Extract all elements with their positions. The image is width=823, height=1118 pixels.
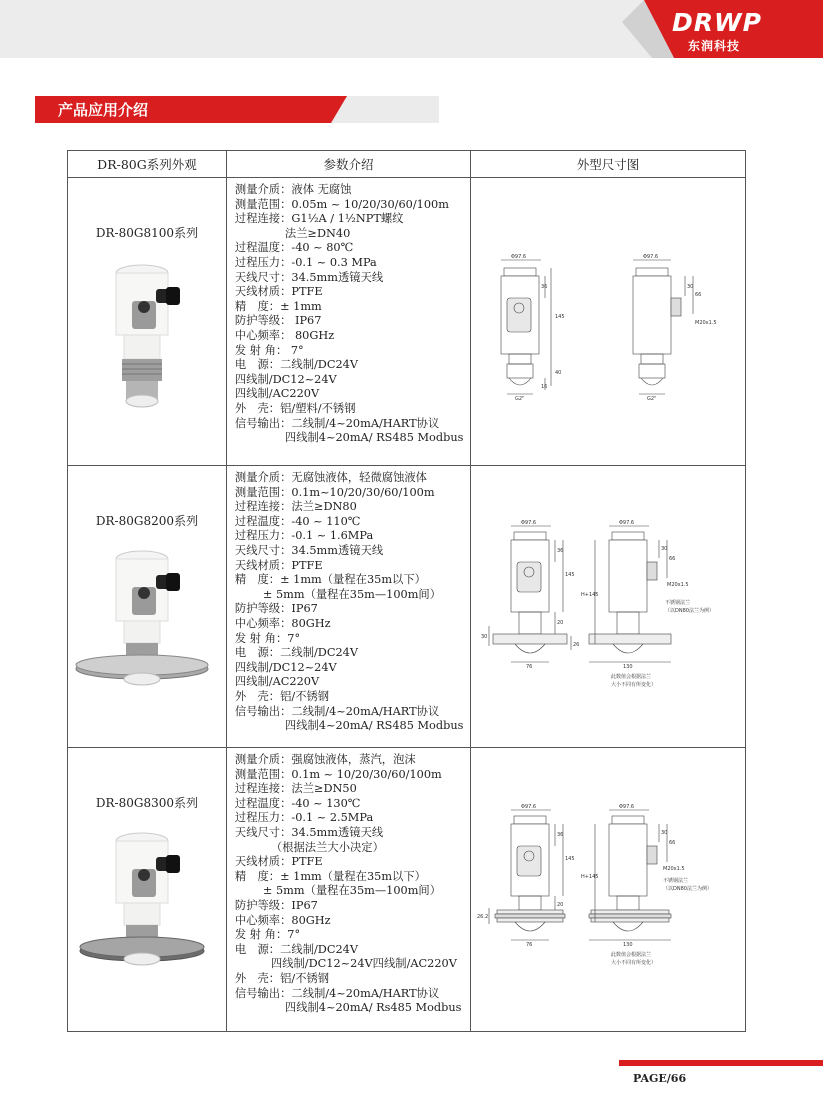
params-cell [226,178,470,466]
param-line: 天线尺寸：34.5mm透镜天线 [234,825,384,839]
dim-label: M20x1.5 [694,320,717,326]
dim-label: 36 [556,832,564,838]
param-line: 发 射 角： 7° [234,343,304,357]
dim-label: 145 [564,856,575,862]
param-line: 天线尺寸：34.5mm透镜天线 [234,543,384,557]
params-cell [226,466,470,748]
dim-label: 36 [556,548,564,554]
param-line: 精 度：± 1mm [234,299,322,313]
product-cell [68,466,227,748]
param-line: 中心频率： 80GHz [234,328,335,342]
params-cell [226,748,470,1032]
param-line: 过程连接：法兰≥DN50 [234,782,357,796]
param-line: 外 壳：铝/不锈钢 [234,689,330,703]
dim-label: 145 [564,572,575,578]
param-line: 信号输出：二线制/4~20mA/HART协议 [234,704,440,718]
model-name: DR-80G8300系列 [95,796,198,810]
dim-label: Φ97.6 [618,520,635,526]
param-line: 过程压力：-0.1 ~ 0.3 MPa [234,255,377,269]
param-line: 过程连接：G1½A / 1½NPT螺纹 [234,212,404,226]
param-line: 外 壳：铝/不锈钢 [234,971,330,985]
param-line: 过程温度：-40 ~ 130℃ [234,796,361,810]
dim-label: 30 [660,546,668,552]
logo-subtitle: 东润科技 [688,39,741,53]
param-line: 防护等级： IP67 [234,314,322,328]
param-line: 防护等级：IP67 [234,602,318,616]
dimension-drawing-cell [470,178,745,466]
param-line: 四线制4~20mA/ RS485 Modbus [284,431,464,445]
page-number: PAGE/66 [633,1072,687,1085]
param-line: 天线材质：PTFE [234,285,323,299]
table-header-row [68,151,746,178]
param-line: 精 度：± 1mm（量程在35m以下） [234,573,426,587]
param-line: 过程连接：法兰≥DN80 [234,500,357,514]
dim-label: 16 [540,384,548,390]
table-row [68,466,746,748]
param-line: 四线制/AC220V [234,387,320,401]
param-line: 防护等级：IP67 [234,898,318,912]
logo-wordmark: DRWP [672,8,762,37]
param-line: 过程压力：-0.1 ~ 1.6MPa [234,529,374,543]
param-line: 中心频率：80GHz [234,913,331,927]
dim-label: Φ97.6 [642,254,659,260]
dim-label: 20 [556,620,564,626]
dim-label: Φ97.6 [520,804,537,810]
dim-label: 20 [556,902,564,908]
param-line: 过程压力：-0.1 ~ 2.5MPa [234,811,374,825]
dim-label: 76 [525,664,533,670]
dim-label: 30 [686,284,694,290]
param-line: 天线材质：PTFE [234,558,323,572]
param-line: 四线制4~20mA/ Rs485 Modbus [284,1001,462,1015]
param-line: 测量范围：0.1m ~ 10/20/30/60/100m [234,767,442,781]
param-line: ± 5mm（量程在35m—100m间） [262,587,442,601]
dim-label: Φ97.6 [510,254,527,260]
header-dimensions: 外型尺寸图 [470,151,745,178]
dim-label: 66 [694,292,702,298]
note-text: 不锈钢法兰 [662,878,688,884]
note-text: 大小不同有所变化） [610,960,656,966]
param-line: 四线制4~20mA/ RS485 Modbus [284,719,464,733]
dim-label: 30 [480,634,488,640]
dim-label: Φ97.6 [520,520,537,526]
product-image [72,549,222,709]
dim-label: 26.2 [476,914,489,920]
dim-label: M20x1.5 [662,866,685,872]
param-line: 过程温度：-40 ~ 80℃ [234,241,354,255]
dimension-drawing-cell [470,466,745,748]
table-row [68,748,746,1032]
param-line: 天线材质：PTFE [234,855,323,869]
param-line: 测量介质：强腐蚀液体，蒸汽，泡沫 [234,753,416,766]
dim-label: 36 [540,284,548,290]
header-appearance: DR-80G系列外观 [68,151,227,178]
param-line: 发 射 角：7° [234,928,301,942]
section-title: 产品应用介绍 [58,101,149,119]
dimension-drawing [471,466,745,747]
dim-label: 145 [554,314,565,320]
param-line: 电 源：二线制/DC24V [234,942,359,956]
dim-label: G2" [646,396,657,402]
dimension-drawing [471,748,745,1031]
dim-label: 76 [525,942,533,948]
param-line: 发 射 角：7° [234,631,301,645]
param-line: 测量范围：0.1m~10/20/30/60/100m [234,485,435,499]
dim-label: Φ97.6 [618,804,635,810]
param-line: 测量介质：无腐蚀液体，轻微腐蚀液体 [234,471,427,484]
model-name: DR-80G8100系列 [95,226,198,240]
param-line: （根据法兰大小决定） [270,840,384,854]
param-line: 四线制/AC220V [234,675,320,689]
dim-label: 66 [668,840,676,846]
param-line: 信号输出：二线制/4~20mA/HART协议 [234,986,440,1000]
param-line: ± 5mm（量程在35m—100m间） [262,884,442,898]
table-row [68,178,746,466]
dim-label: H+145 [580,874,599,880]
note-text: （以DN80法兰为例） [664,608,714,614]
dimension-drawing-cell [470,748,745,1032]
note-text: （以DN80法兰为例） [662,886,712,892]
model-name: DR-80G8200系列 [95,514,198,528]
param-line: 电 源：二线制/DC24V [234,646,359,660]
note-text: 此数值会根据法兰 [610,674,651,680]
param-line: 测量介质：液体 无腐蚀 [234,183,352,196]
dim-label: H+145 [580,592,599,598]
param-line: 过程温度：-40 ~ 110℃ [234,514,361,528]
note-text: 大小不同有所变化） [610,682,656,688]
param-line: 测量范围：0.05m ~ 10/20/30/60/100m [234,197,449,211]
param-line: 法兰≥DN40 [284,226,351,240]
dim-label: 66 [668,556,676,562]
product-cell [68,748,227,1032]
param-line: 中心频率：80GHz [234,616,331,630]
dimension-drawing [471,178,745,465]
product-cell [68,178,227,466]
spec-table [67,150,746,1032]
param-line: 信号输出：二线制/4~20mA/HART协议 [234,416,440,430]
param-line: 外 壳：铝/塑料/不锈钢 [234,401,356,415]
param-line: 精 度：± 1mm（量程在35m以下） [234,869,426,883]
note-text: 不锈钢法兰 [664,600,690,606]
dim-label: 40 [554,370,562,376]
product-image [92,261,202,441]
header-params: 参数介绍 [226,151,470,178]
footer-accent-bar [619,1060,823,1066]
dim-label: M20x1.5 [666,582,689,588]
note-text: 此数值会根据法兰 [610,952,651,958]
param-line: 电 源：二线制/DC24V [234,358,359,372]
dim-label: 30 [660,830,668,836]
dim-label: 130 [622,942,633,948]
product-image [72,831,222,991]
param-line: 四线制/DC12~24V四线制/AC220V [270,957,457,971]
dim-label: G2" [514,396,525,402]
param-line: 天线尺寸：34.5mm透镜天线 [234,270,384,284]
param-line: 四线制/DC12~24V [234,372,337,386]
dim-label: 26 [572,642,580,648]
param-line: 四线制/DC12~24V [234,660,337,674]
dim-label: 130 [622,664,633,670]
